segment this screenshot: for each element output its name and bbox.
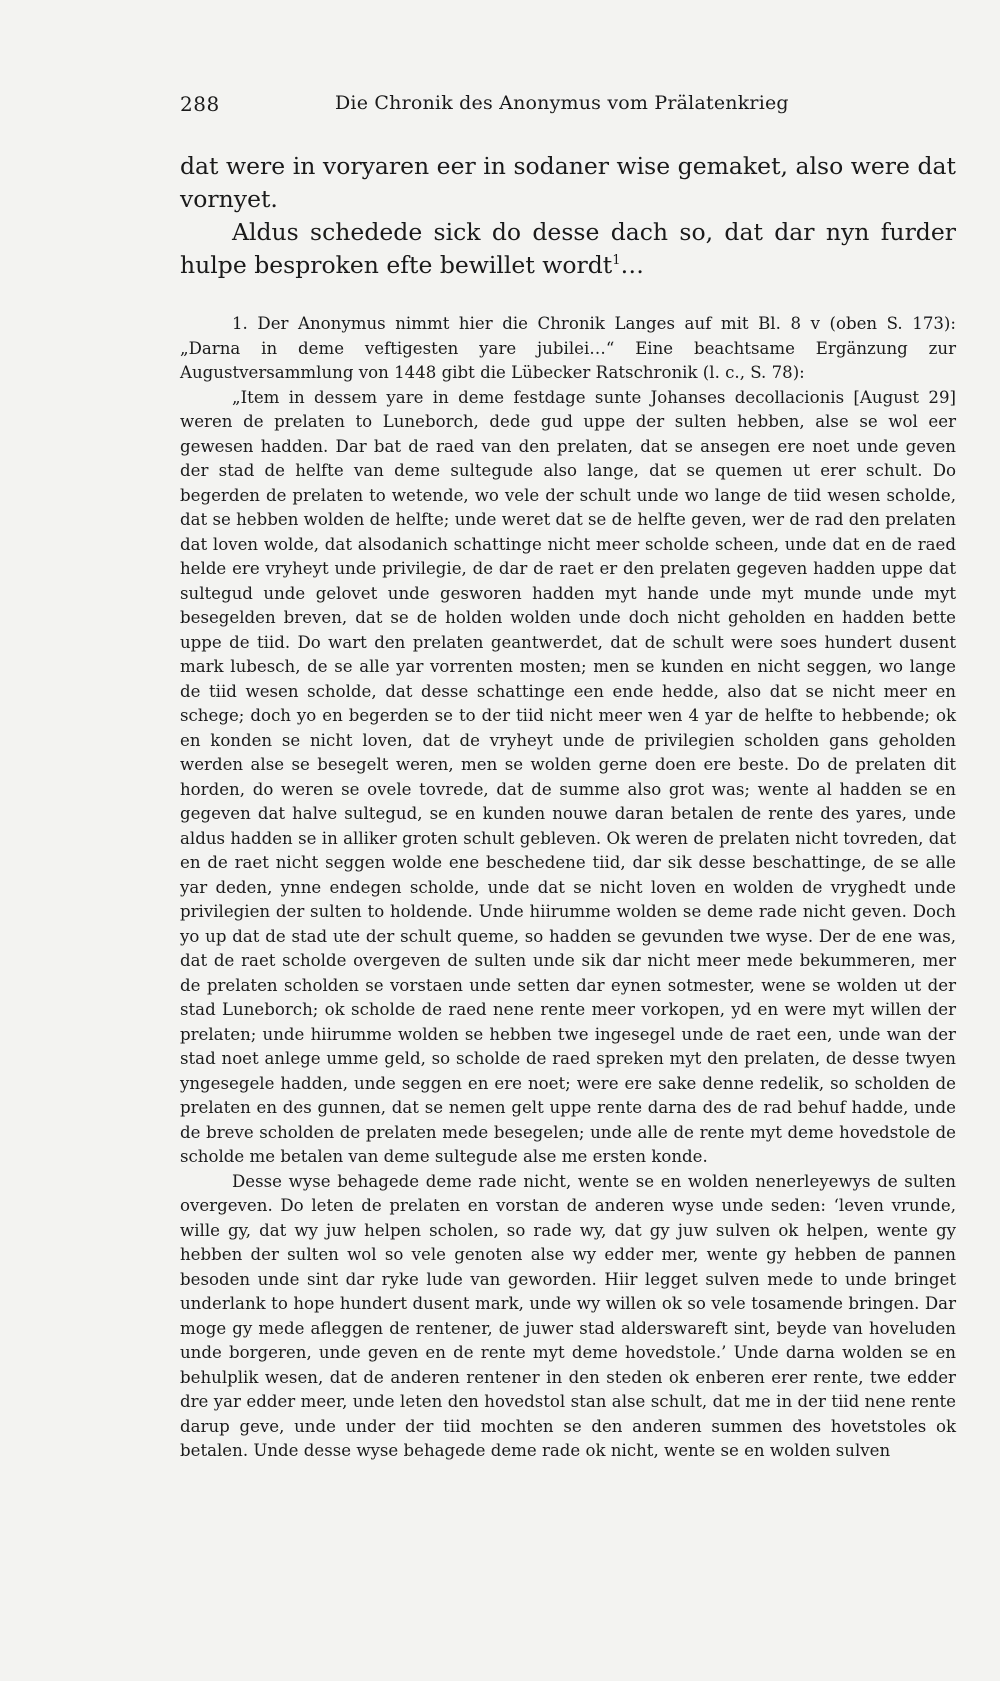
main-paragraph-1: dat were in voryaren eer in sodaner wise gemaket, also were dat vornyet.	[180, 152, 956, 213]
footnote-marker[interactable]: 1	[612, 253, 621, 269]
main-paragraph-2-text: Aldus schedede sick do desse dach so, dat dar nyn furder hulpe besproken efte bewillet wordt	[180, 218, 956, 279]
footnote	[180, 312, 956, 1464]
page-header	[180, 92, 960, 120]
running-title: Die Chronik des Anonymus vom Prälatenkrieg	[335, 92, 789, 114]
page-number: 288	[180, 92, 220, 116]
footnote-quote-1: „Item in dessem yare in deme festdage sunte Johanses decollacionis [August 29] weren de prelaten to Luneborch, dede gud uppe der sulten hebben, alse se wol eer gewesen hadden. Dar bat de raed van den prelaten, dat se ansegen ere noet unde geven der stad de helfte van deme sultegude also lange, dat se quemen ut erer schult. Do begerden de prelaten to wetende, wo vele der schult unde wo lange de tiid wesen scholde, dat se hebben wolden de helfte; unde weret dat se de helfte geven, wer de rad den prelaten dat loven wolde, dat alsodanich schattinge nicht meer scholde scheen, unde dat en de raed helde ere vryheyt unde privilegie, de dar de raet er den prelaten gegeven hadden uppe dat sultegud unde gelovet unde gesworen hadden myt hande unde myt munde unde myt besegelden breven, dat se de holden wolden unde doch nicht geholden en hadden bette uppe de tiid. Do wart den prelaten geantwerdet, dat de schult were soes hundert dusent mark lubesch, de se alle yar vorrenten mosten; men se kunden en nicht seggen, wo lange de tiid wesen scholde, dat desse schattinge een ende hedde, also dat se nicht meer en schege; doch yo en begerden se to der tiid nicht meer wen 4 yar de helfte to hebbende; ok en konden se nicht loven, dat de vryheyt unde de privilegien scholden gans geholden werden alse se besegelt weren, men se wolden gerne doen ere beste. Do de prelaten dit horden, do weren se ovele tovrede, dat de summe also grot was; wente al hadden se en gegeven dat halve sultegud, se en kunden nouwe daran betalen de rente des yares, unde aldus hadden se in alliker groten schult gebleven. Ok weren de prelaten nicht tovreden, dat en de raet nicht seggen wolde ene beschedene tiid, dar sik desse beschattinge, de se alle yar deden, ynne endegen scholde, unde dat se nicht loven en wolden de vryghedt unde privilegien der sulten to holdende. Unde hiirumme wolden se deme rade nicht geven. Doch yo up dat de stad ute der schult queme, so hadden se gevunden twe wyse. Der de ene was, dat de raet scholde overgeven de sulten unde sik dar nicht meer mede bekummeren, mer de prelaten scholden se vorstaen unde setten dar eynen sotmester, wene se wolden ut der stad Luneborch; ok scholde de raed nene rente meer vorkopen, yd en were myt willen der prelaten; unde hiirumme wolden se hebben twe ingesegel unde de raet een, unde wan der stad noet anlege umme geld, so scholde de raed spreken myt den prelaten, de desse twyen yngesegele hadden, unde seggen en ere noet; were ere sake denne redelik, so scholden de prelaten en des gunnen, dat se nemen gelt uppe rente darna des de rad behuf hadde, unde de breve scholden de prelaten mede besegelen; unde alle de rente myt deme hovedstole de scholde me betalen van deme sultegude alse me ersten konde.	[180, 387, 956, 1166]
footnote-quote-2: Desse wyse behagede deme rade nicht, wente se en wolden nenerleyewys de sulten overgeven. Do leten de prelaten en vorstan de anderen wyse unde seden: ‘leven vrunde, wille gy, dat wy juw helpen scholen, so rade wy, dat gy juw sulven ok helpen, wente gy hebben der sulten wol so vele genoten alse wy edder mer, wente gy hebben de pannen besoden unde sint dar ryke lude van geworden. Hiir legget sulven mede to unde bringet underlank to hope hundert dusent mark, unde wy willen ok so vele tosamende bringen. Dar moge gy mede afleggen de rentener, de juwer stad alderswareft sint, beyde van hoveluden unde borgeren, unde geven en de rente myt deme hovedstole.’ Unde darna wolden se en behulplik wesen, dat de anderen rentener in den steden ok enberen erer rente, twe edder dre yar edder meer, unde leten den hovedstol stan alse schult, dat me in der tiid nene rente darup geve, unde under der tiid mochten se den anderen summen des hovetstoles ok betalen. Unde desse wyse behagede deme rade ok nicht, wente se en wolden sulven	[180, 1171, 956, 1460]
main-text	[180, 150, 956, 282]
footnote-intro: 1. Der Anonymus nimmt hier die Chronik Langes auf mit Bl. 8 v (oben S. 173): „Darna in deme veftigesten yare jubilei…“ Eine beachtsame Ergänzung zur Augustversammlung von 1448 gibt die Lübecker Ratschronik (l. c., S. 78):	[180, 314, 956, 382]
main-paragraph-2	[180, 216, 956, 282]
main-paragraph-2-ellipsis: …	[620, 251, 645, 279]
